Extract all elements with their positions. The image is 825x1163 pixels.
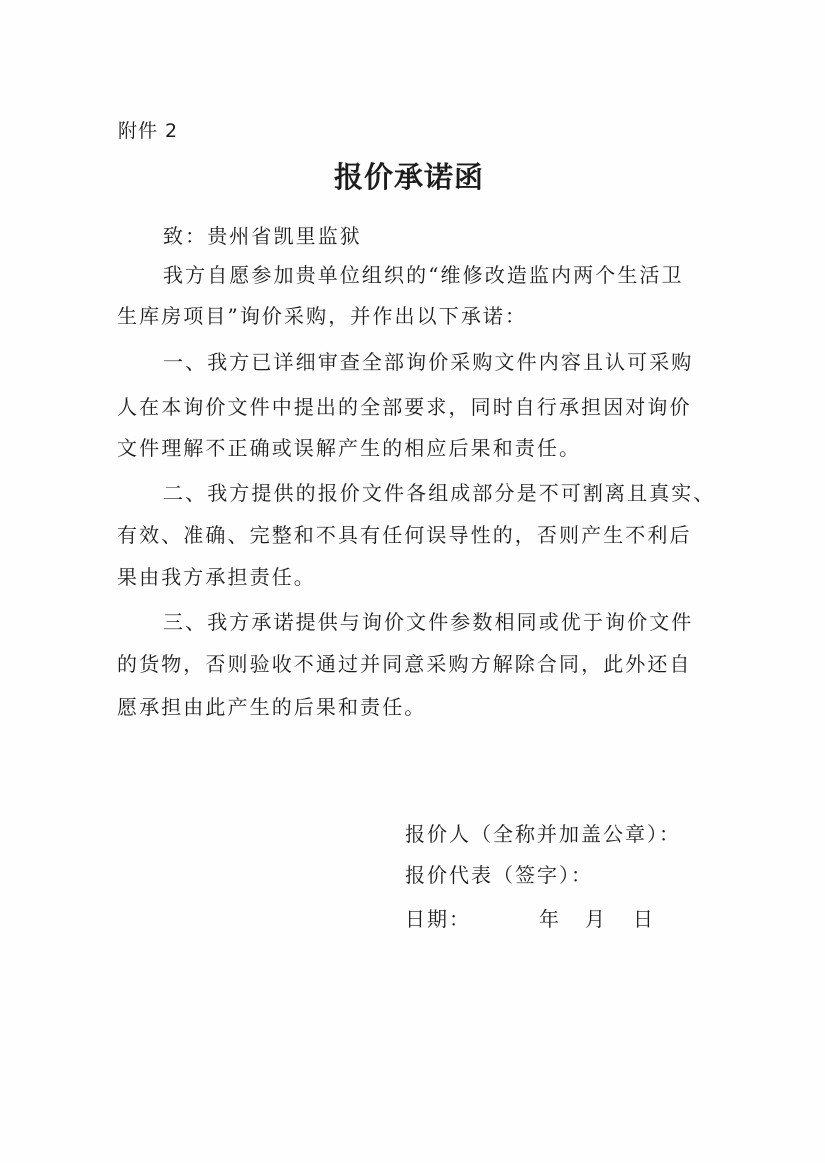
body-line-2: 生库房项目”询价采购，并作出以下承诺： [117, 304, 528, 328]
commitment-2-line-3: 果由我方承担责任。 [117, 565, 316, 589]
commitment-1-line-1: 一、我方已详细审查全部询价采购文件内容且认可采购 [163, 350, 694, 374]
commitment-3-line-3: 愿承担由此产生的后果和责任。 [117, 695, 427, 719]
commitment-2-line-2: 有效、准确、完整和不具有任何误导性的，否则产生不利后 [117, 523, 692, 547]
body-line-1: 我方自愿参加贵单位组织的“维修改造监内两个生活卫 [163, 263, 684, 287]
document-title: 报价承诺函 [333, 160, 484, 194]
commitment-3-line-2: 的货物，否则验收不通过并同意采购方解除合同，此外还自 [117, 652, 692, 676]
commitment-2-line-1: 二、我方提供的报价文件各组成部分是不可割离且真实、 [163, 481, 716, 505]
date-line [405, 909, 655, 929]
date-year: 年 [539, 907, 561, 931]
commitment-1-line-3: 文件理解不正确或误解产生的相应后果和责任。 [117, 436, 582, 460]
date-month: 月 [585, 907, 607, 931]
commitment-3-line-1: 三、我方承诺提供与询价文件参数相同或优于询价文件 [163, 610, 694, 634]
salutation-line: 致：贵州省凯里监狱 [163, 224, 362, 248]
attachment-label: 附件 2 [118, 120, 179, 142]
date-day: 日 [633, 907, 655, 931]
commitment-1-line-2: 人在本询价文件中提出的全部要求，同时自行承担因对询价 [117, 395, 692, 419]
representative-signature-line: 报价代表（签字）： [405, 863, 593, 887]
date-label: 日期： [405, 907, 471, 931]
bidder-signature-line: 报价人（全称并加盖公章）： [405, 822, 681, 846]
